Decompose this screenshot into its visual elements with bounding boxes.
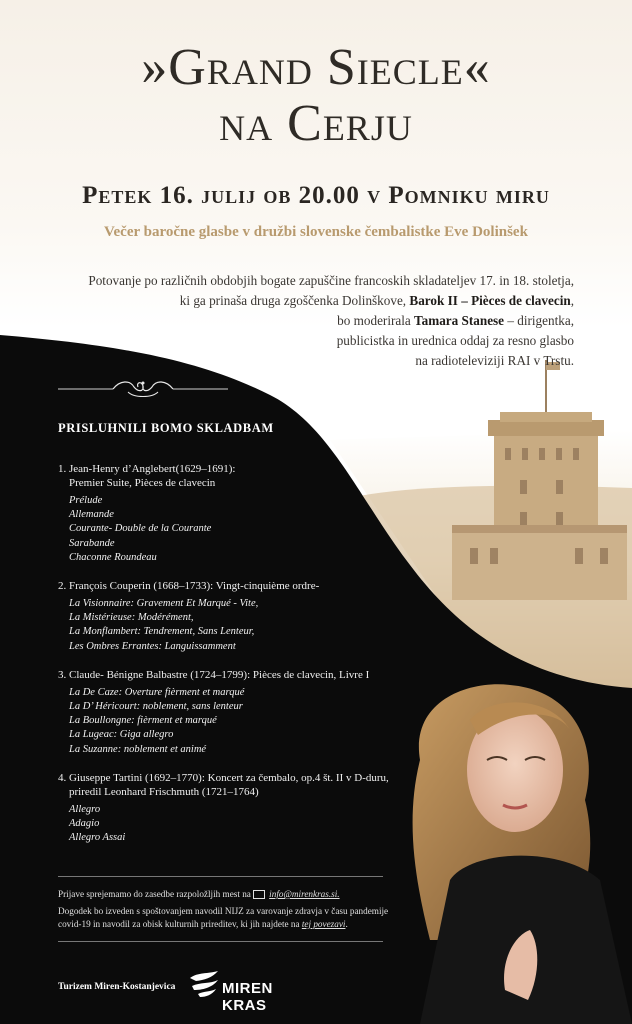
movement: Courante- Double de la Courante: [69, 523, 212, 535]
movement: Les Ombres Errantes: Languissamment: [69, 640, 236, 652]
intro-line-1: Potovanje po različnih obdobjih bogate zapuščine francoskih skladateljev 17. in 18. stoletja,: [88, 273, 574, 288]
movement: Chaconne Roundeau: [69, 551, 157, 563]
movement: La Visionnaire: Gravement Et Marqué - Vite,: [69, 598, 259, 610]
moderator-name: Tamara Stanese: [414, 313, 505, 328]
work-3-composer: 3. Claude- Bénigne Balbastre (1724–1799): Pièces de clavecin, Livre I: [58, 668, 370, 681]
title-line-2: na Cerju: [219, 95, 413, 152]
brand-miren-kras-text: MIREN KRAS: [222, 980, 273, 1014]
intro-line-2: [34, 291, 574, 311]
work-4-composer: 4. Giuseppe Tartini (1692–1770): Koncert za čembalo, op.4 št. II v D-duru,: [58, 771, 389, 784]
movement: La Boullongne: fièrment et marqué: [69, 715, 217, 727]
intro-line-2a: ki ga prinaša druga zgoščenka Dolinškove,: [179, 293, 410, 308]
movement: La De Caze: Overture fièrment et marqué: [69, 686, 245, 698]
program-heading: PRISLUHNILI BOMO SKLADBAM: [58, 421, 274, 435]
intro-line-3a: bo moderirala: [337, 313, 415, 328]
intro-line-2c: ,: [570, 293, 574, 308]
covid-info: [58, 905, 398, 930]
work-item: [58, 771, 408, 846]
divider: [58, 876, 383, 877]
title-line-1: »Grand Siecle«: [141, 39, 491, 96]
intro-line-3: [34, 311, 574, 331]
covid-end: .: [345, 918, 348, 929]
event-subtitle: Večer baročne glasbe v družbi slovenske čembalistke Eve Dolinšek: [104, 224, 528, 240]
divider: [58, 941, 383, 942]
event-date-line: Petek 16. julij ob 20.00 v Pomniku miru: [82, 182, 550, 209]
signup-text: Prijave sprejemamo do zasedbe razpoložljih mest na: [58, 889, 254, 899]
intro-line-4: publicistka in urednica oddaj za resno glasbo: [336, 333, 574, 348]
movement: Allegro Assai: [69, 832, 126, 844]
work-1-title: Premier Suite, Pièces de clavecin: [69, 477, 216, 489]
movement: Allemande: [69, 509, 114, 521]
movement: La Mistérieuse: Modérément,: [69, 612, 194, 624]
covid-text-2: covid-19 in navodil za obisk kulturnih prireditev, ki jih najdete na: [58, 918, 302, 929]
ornament-divider-icon: [58, 378, 228, 400]
movement: Allegro: [69, 803, 101, 815]
email-link[interactable]: info@mirenkras.si.: [269, 889, 340, 899]
album-title: Barok II – Pièces de clavecin: [409, 293, 571, 308]
work-2-composer: 2. François Couperin (1668–1733): Vingt-cinquième ordre-: [58, 580, 320, 593]
intro-line-5: na radioteleviziji RAI v Trstu.: [415, 353, 574, 368]
covid-text-1: Dogodek bo izveden s spoštovanjem navodil NIJZ za varovanje zdravja v času pandemije: [58, 906, 389, 916]
movement: La D’ Héricourt: noblement, sans lenteur: [69, 701, 243, 713]
program-list: [58, 462, 408, 859]
work-4-arranger: priredil Leonhard Frischmuth (1721–1764): [69, 785, 259, 798]
work-item: [58, 579, 408, 654]
covid-link[interactable]: tej povezavi: [301, 918, 346, 929]
brand-turizem: Turizem Miren-Kostanjevica: [58, 982, 176, 992]
movement: Sarabande: [69, 537, 115, 549]
work-item: [58, 462, 408, 565]
movement: Prélude: [69, 495, 103, 506]
brand-miren-kras: [188, 968, 318, 1014]
movement: La Lugeac: Giga allegro: [69, 729, 174, 741]
intro-text: [34, 271, 574, 371]
movement: La Suzanne: noblement et animé: [69, 743, 207, 755]
work-item: [58, 668, 408, 757]
intro-line-3c: – dirigentka,: [504, 313, 574, 328]
mail-icon: [253, 890, 265, 899]
movement: Adagio: [69, 818, 100, 830]
bird-logo-icon: [188, 968, 220, 1002]
work-1-composer: 1. Jean-Henry d’Anglebert(1629–1691):: [58, 463, 236, 475]
signup-info: [58, 888, 398, 901]
movement: La Monflambert: Tendrement, Sans Lenteur,: [69, 626, 255, 638]
